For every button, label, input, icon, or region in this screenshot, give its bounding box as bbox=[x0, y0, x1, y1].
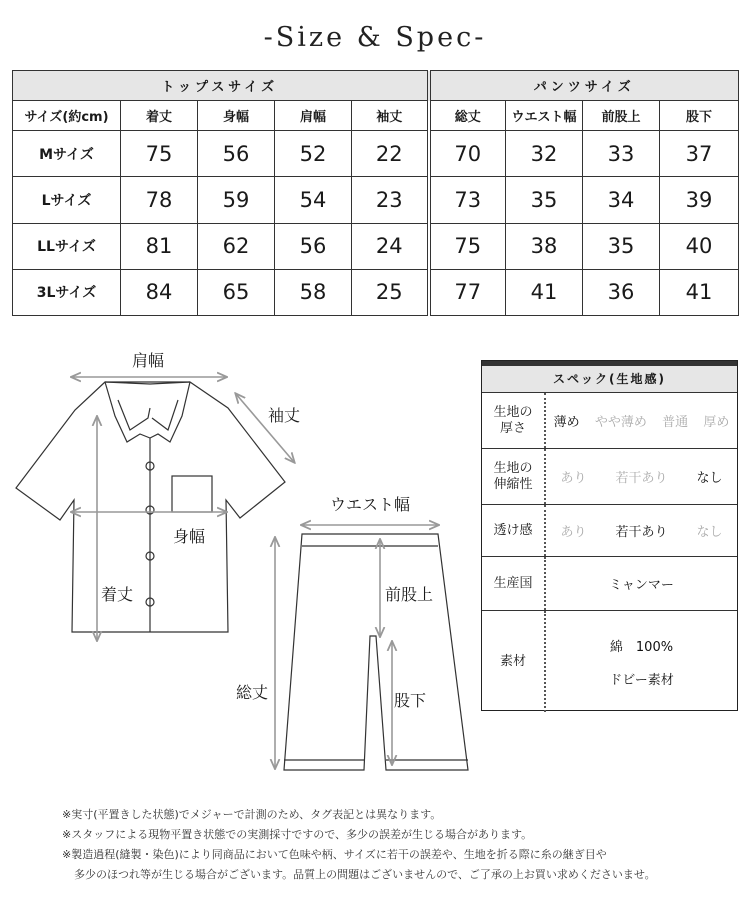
spec-label: 素材 bbox=[482, 611, 546, 712]
spec-option: 厚め bbox=[703, 415, 730, 430]
spec-label: 生地の 厚さ bbox=[482, 393, 546, 448]
size-value: 32 bbox=[506, 131, 583, 177]
spec-table bbox=[481, 360, 738, 711]
size-value: 37 bbox=[660, 131, 739, 177]
waist-width-label: ウエスト幅 bbox=[330, 495, 411, 514]
notes bbox=[62, 805, 656, 885]
column-header: 肩幅 bbox=[275, 101, 352, 131]
column-header: 身幅 bbox=[198, 101, 275, 131]
size-value: 75 bbox=[429, 223, 506, 269]
size-value: 41 bbox=[506, 269, 583, 315]
size-label: Lサイズ bbox=[13, 177, 121, 223]
spec-value: 綿 100% bbox=[609, 639, 674, 655]
spec-row-material bbox=[482, 611, 737, 712]
spec-value: ドビー素材 bbox=[609, 672, 674, 688]
body-length-label: 着丈 bbox=[101, 585, 134, 604]
front-rise-label: 前股上 bbox=[385, 585, 434, 604]
spec-label: 生産国 bbox=[482, 557, 546, 610]
spec-option: 普通 bbox=[662, 415, 689, 430]
garment-diagram bbox=[0, 340, 480, 790]
size-value: 77 bbox=[429, 269, 506, 315]
pants-illustration bbox=[284, 534, 468, 770]
spec-row-origin bbox=[482, 557, 737, 611]
size-value: 35 bbox=[506, 177, 583, 223]
column-header: 股下 bbox=[660, 101, 739, 131]
column-header: 袖丈 bbox=[352, 101, 429, 131]
size-value: 65 bbox=[198, 269, 275, 315]
size-value: 39 bbox=[660, 177, 739, 223]
spec-row-thickness bbox=[482, 393, 737, 449]
note-line: ※製造過程(縫製・染色)により同商品において色味や柄、サイズに若干の誤差や、生地を折る際に糸の継ぎ目や bbox=[62, 848, 607, 861]
chest-width-label: 身幅 bbox=[173, 527, 206, 546]
size-value: 84 bbox=[121, 269, 198, 315]
note-line: ※スタッフによる現物平置き状態での実測採寸ですので、多少の誤差が生じる場合があります。 bbox=[62, 828, 533, 841]
inseam-label: 股下 bbox=[394, 691, 427, 710]
page-title: -Size & Spec- bbox=[263, 22, 487, 53]
tops-size-header: トップスサイズ bbox=[13, 71, 429, 101]
spec-options bbox=[546, 393, 737, 448]
size-table bbox=[12, 70, 739, 316]
sleeve-length-label: 袖丈 bbox=[268, 406, 301, 425]
spec-row-sheerness bbox=[482, 505, 737, 557]
spec-option: あり bbox=[560, 471, 587, 486]
size-value: 52 bbox=[275, 131, 352, 177]
size-value: 24 bbox=[352, 223, 429, 269]
spec-header: スペック(生地感) bbox=[482, 366, 737, 393]
column-header: 着丈 bbox=[121, 101, 198, 131]
size-value: 33 bbox=[583, 131, 660, 177]
size-value: 73 bbox=[429, 177, 506, 223]
note-line: 多少のほつれ等が生じる場合がございます。品質上の問題はございませんので、ご了承の上お買い求めくださいませ。 bbox=[74, 868, 656, 881]
size-value: 81 bbox=[121, 223, 198, 269]
pants-size-header: パンツサイズ bbox=[429, 71, 739, 101]
size-value: 38 bbox=[506, 223, 583, 269]
spec-row-stretch bbox=[482, 449, 737, 505]
spec-option: あり bbox=[560, 525, 587, 540]
size-value: 54 bbox=[275, 177, 352, 223]
size-value: 25 bbox=[352, 269, 429, 315]
size-value: 36 bbox=[583, 269, 660, 315]
spec-option: なし bbox=[696, 471, 723, 486]
spec-option: なし bbox=[696, 525, 723, 540]
spec-label: 生地の 伸縮性 bbox=[482, 449, 546, 504]
size-row bbox=[13, 269, 739, 315]
spec-option: 若干あり bbox=[615, 525, 668, 540]
size-value: 70 bbox=[429, 131, 506, 177]
size-value: 34 bbox=[583, 177, 660, 223]
size-value: 56 bbox=[198, 131, 275, 177]
size-value: 22 bbox=[352, 131, 429, 177]
size-label: LLサイズ bbox=[13, 223, 121, 269]
spec-options bbox=[546, 611, 737, 712]
size-value: 58 bbox=[275, 269, 352, 315]
column-header: ウエスト幅 bbox=[506, 101, 583, 131]
spec-option: やや薄め bbox=[594, 415, 647, 430]
size-value: 75 bbox=[121, 131, 198, 177]
size-value: 62 bbox=[198, 223, 275, 269]
spec-label: 透け感 bbox=[482, 505, 546, 556]
note-line: ※実寸(平置きした状態)でメジャーで計測のため、タグ表記とは異なります。 bbox=[62, 808, 442, 821]
size-value: 41 bbox=[660, 269, 739, 315]
size-value: 40 bbox=[660, 223, 739, 269]
size-value: 59 bbox=[198, 177, 275, 223]
size-row bbox=[13, 131, 739, 177]
size-value: 35 bbox=[583, 223, 660, 269]
size-column-header: サイズ(約cm) bbox=[13, 101, 121, 131]
spec-option: 薄め bbox=[553, 415, 580, 430]
size-value: 23 bbox=[352, 177, 429, 223]
total-length-label: 総丈 bbox=[236, 683, 269, 702]
size-row bbox=[13, 223, 739, 269]
shirt-illustration bbox=[16, 382, 285, 632]
spec-options bbox=[546, 505, 737, 556]
column-header: 総丈 bbox=[429, 101, 506, 131]
spec-options bbox=[546, 449, 737, 504]
spec-option: 若干あり bbox=[615, 471, 668, 486]
size-value: 56 bbox=[275, 223, 352, 269]
shoulder-width-label: 肩幅 bbox=[132, 351, 165, 370]
spec-options bbox=[546, 557, 737, 610]
size-row bbox=[13, 177, 739, 223]
size-label: Mサイズ bbox=[13, 131, 121, 177]
size-label: 3Lサイズ bbox=[13, 269, 121, 315]
spec-value: ミャンマー bbox=[609, 578, 674, 593]
size-value: 78 bbox=[121, 177, 198, 223]
column-header: 前股上 bbox=[583, 101, 660, 131]
